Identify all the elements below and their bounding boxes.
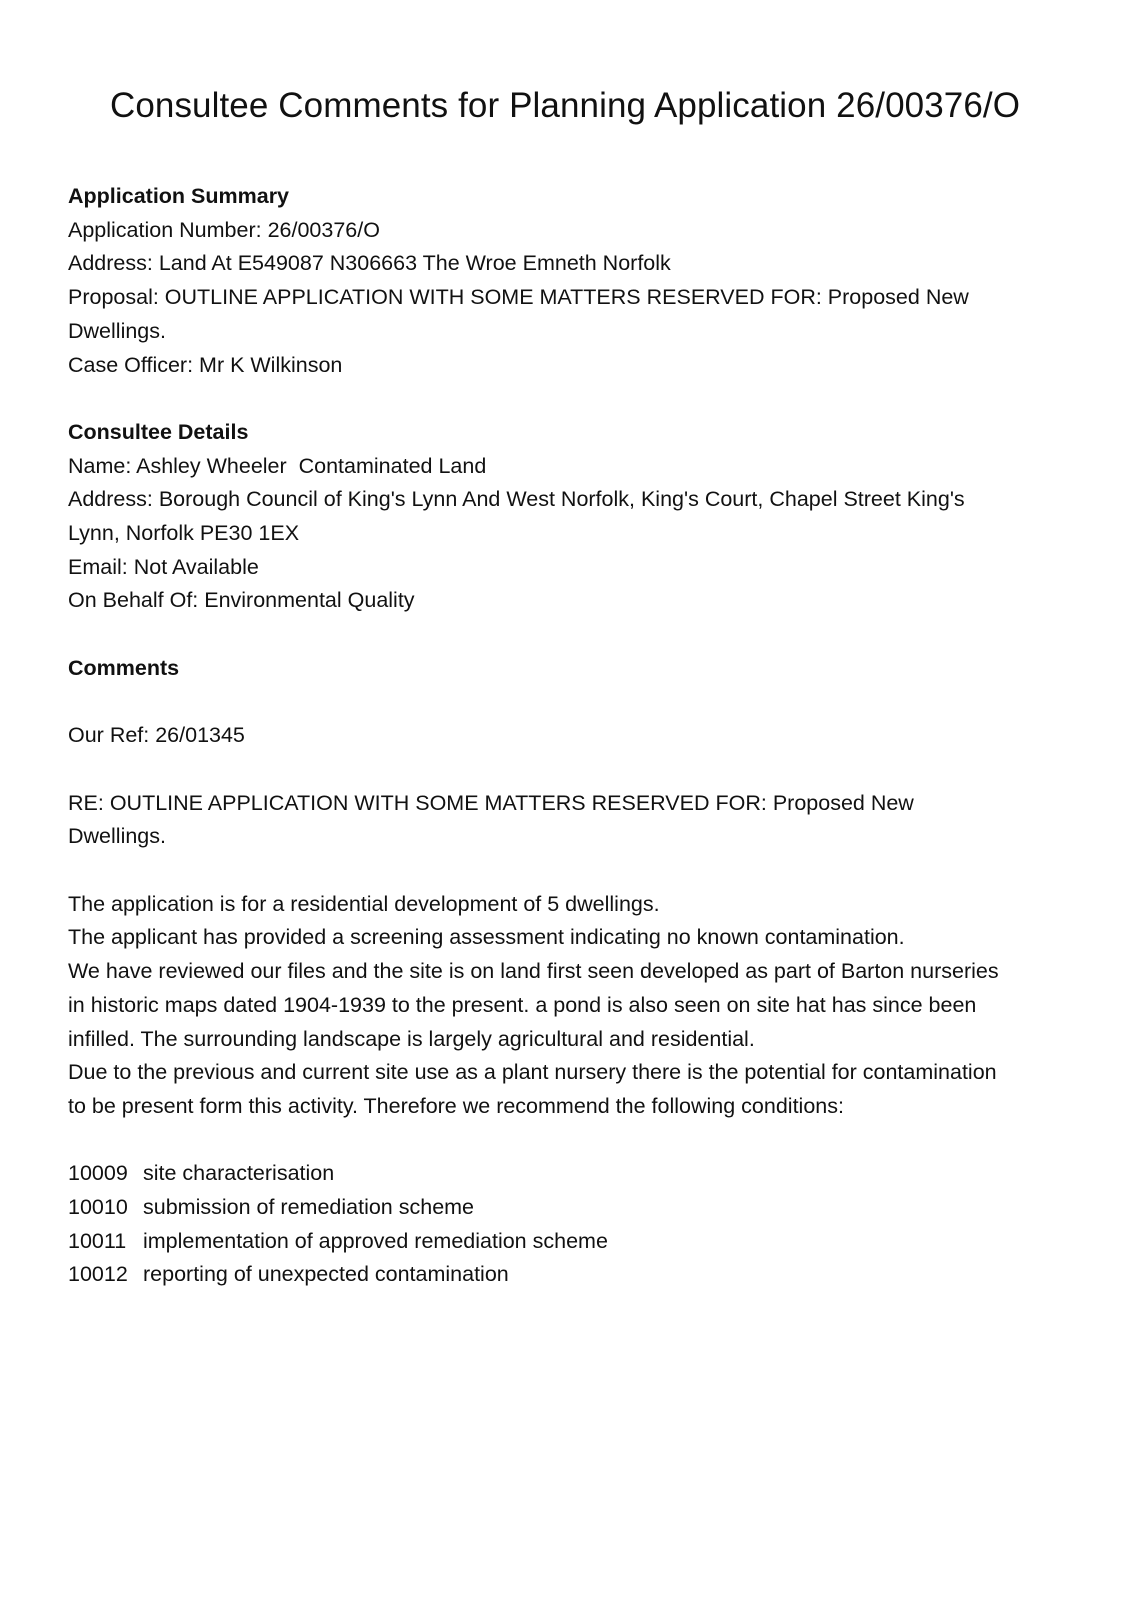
- condition-code: 10012: [68, 1262, 128, 1287]
- condition-text: submission of remediation scheme: [143, 1195, 475, 1219]
- spacer: [68, 618, 1068, 652]
- proposal-line-2: Dwellings.: [68, 318, 166, 343]
- re-line-2: Dwellings.: [68, 824, 166, 849]
- page-title: Consultee Comments for Planning Application 26/00376/O: [109, 86, 1021, 125]
- comment-body-line: infilled. The surrounding landscape is largely agricultural and residential.: [68, 1026, 755, 1051]
- condition-code: 10009: [68, 1161, 128, 1186]
- comments-heading: Comments: [68, 655, 180, 680]
- condition-item: [68, 1225, 1068, 1259]
- our-ref: Our Ref: 26/01345: [68, 723, 245, 748]
- condition-text: reporting of unexpected contamination: [143, 1262, 509, 1287]
- conditions-list: [68, 1157, 1068, 1292]
- application-number: Application Number: 26/00376/O: [68, 217, 380, 242]
- consultee-email: Email: Not Available: [68, 554, 259, 579]
- consultee-address-line-2: Lynn, Norfolk PE30 1EX: [68, 521, 300, 546]
- consultee-address-line-1: Address: Borough Council of King's Lynn And West Norfolk, King's Court, Chapel Street King's: [68, 487, 965, 512]
- comment-body-line: Due to the previous and current site use as a plant nursery there is the potential for contamination: [68, 1060, 997, 1085]
- comment-body-line: in historic maps dated 1904-1939 to the present. a pond is also seen on site hat has since been: [68, 992, 977, 1017]
- spacer: [68, 1124, 1068, 1158]
- condition-text: site characterisation: [143, 1161, 335, 1186]
- case-officer: Case Officer: Mr K Wilkinson: [68, 352, 343, 377]
- spacer: [68, 686, 1068, 720]
- application-summary-heading: Application Summary: [68, 184, 290, 208]
- comment-body-line: The application is for a residential development of 5 dwellings.: [68, 891, 660, 916]
- spacer: [68, 382, 1068, 416]
- re-line-1: RE: OUTLINE APPLICATION WITH SOME MATTERS RESERVED FOR: Proposed New: [68, 790, 914, 815]
- condition-text: implementation of approved remediation scheme: [143, 1228, 608, 1253]
- consultee-name: Name: Ashley Wheeler Contaminated Land: [68, 453, 487, 478]
- comment-body-line: The applicant has provided a screening assessment indicating no known contamination.: [68, 925, 905, 950]
- condition-item: [68, 1191, 1068, 1225]
- condition-item: [68, 1258, 1068, 1292]
- document-body: [68, 180, 1068, 1292]
- condition-item: [68, 1157, 1068, 1191]
- consultee-details-section: [68, 416, 1068, 618]
- comments-section: [68, 652, 1068, 1292]
- spacer: [68, 854, 1068, 888]
- consultee-on-behalf-of: On Behalf Of: Environmental Quality: [68, 588, 415, 613]
- condition-code: 10011: [68, 1228, 127, 1253]
- comment-body-line: to be present form this activity. Therefore we recommend the following conditions:: [68, 1093, 844, 1118]
- application-summary-section: [68, 180, 1068, 382]
- condition-code: 10010: [68, 1195, 128, 1219]
- spacer: [68, 753, 1068, 787]
- application-address: Address: Land At E549087 N306663 The Wroe Emneth Norfolk: [68, 251, 671, 276]
- consultee-details-heading: Consultee Details: [68, 419, 249, 444]
- proposal-line-1: Proposal: OUTLINE APPLICATION WITH SOME MATTERS RESERVED FOR: Proposed New: [68, 285, 969, 310]
- comment-body-line: We have reviewed our files and the site is on land first seen developed as part of Barton nurseries: [68, 959, 999, 984]
